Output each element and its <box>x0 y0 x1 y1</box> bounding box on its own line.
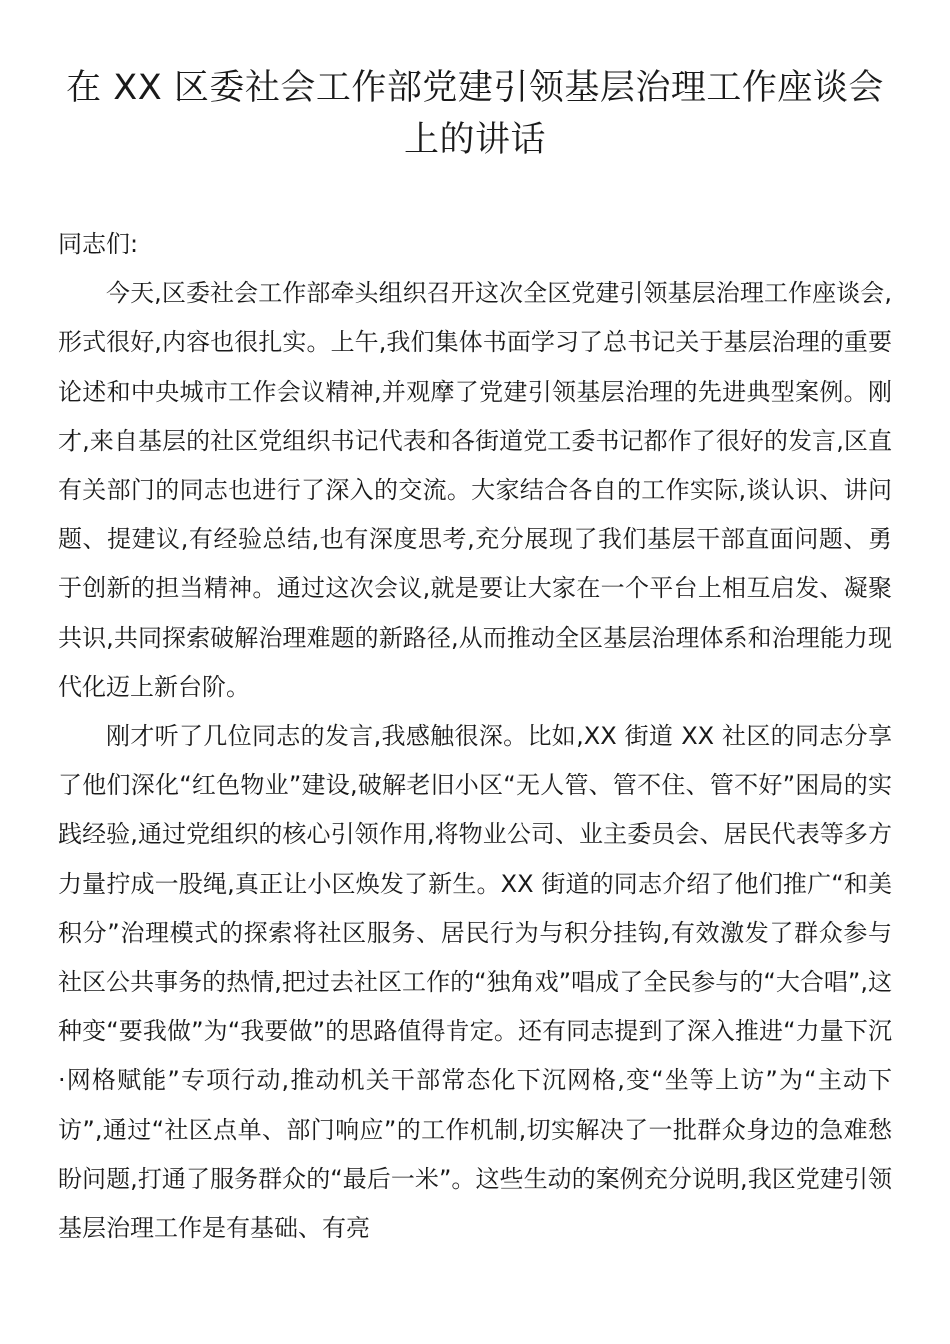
paragraph-2: 刚才听了几位同志的发言,我感触很深。比如,XX 街道 XX 社区的同志分享了他们深化“红色物业”建设,破解老旧小区“无人管、管不住、管不好”困局的实践经验,通过党组织的核心引领作用,将物业公司、业主委员会、居民代表等多方力量拧成一股绳,真正让小区焕发了新生。XX 街道的同志介绍了他们推广“和美积分”治理模式的探索将社区服务、居民行为与积分挂钩,有效激发了群众参与社区公共事务的热情,把过去社区工作的“独角戏”唱成了全民参与的“大合唱”,这种变“要我做”为“我要做”的思路值得肯定。还有同志提到了深入推进“力量下沉·网格赋能”专项行动,推动机关干部常态化下沉网格,变“坐等上访”为“主动下访”,通过“社区点单、部门响应”的工作机制,切实解决了一批群众身边的急难愁盼问题,打通了服务群众的“最后一米”。这些生动的案例充分说明,我区党建引领基层治理工作是有基础、有亮 <box>58 722 892 1243</box>
paragraph-1: 今天,区委社会工作部牵头组织召开这次全区党建引领基层治理工作座谈会,形式很好,内容也很扎实。上午,我们集体书面学习了总书记关于基层治理的重要论述和中央城市工作会议精神,并观摩了党建引领基层治理的先进典型案例。刚才,来自基层的社区党组织书记代表和各街道党工委书记都作了很好的发言,区直有关部门的同志也进行了深入的交流。大家结合各自的工作实际,谈认识、讲问题、提建议,有经验总结,也有深度思考,充分展现了我们基层干部直面问题、勇于创新的担当精神。通过这次会议,就是要让大家在一个平台上相互启发、凝聚共识,共同探索破解治理难题的新路径,从而推动全区基层治理体系和治理能力现代化迈上新台阶。 <box>58 279 892 701</box>
document-title: 在 XX 区委社会工作部党建引领基层治理工作座谈会上的讲话 <box>66 68 884 160</box>
salutation: 同志们: <box>58 230 139 258</box>
